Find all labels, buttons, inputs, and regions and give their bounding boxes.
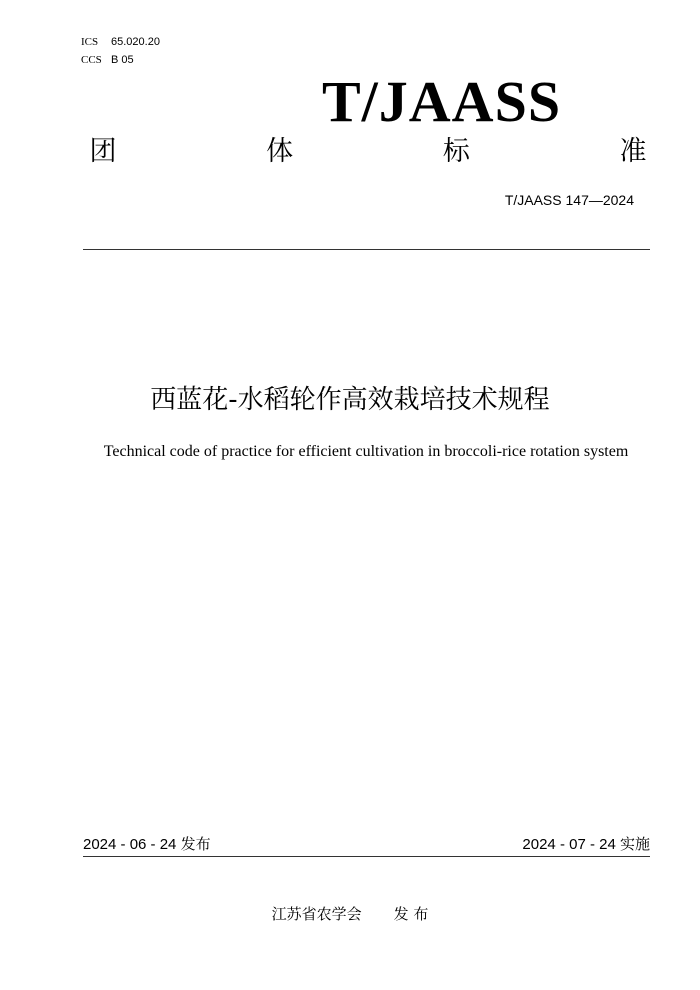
standard-type-heading: [88, 134, 648, 170]
standard-type-char: 准: [619, 136, 647, 167]
publish-date-label: 发布: [180, 835, 211, 853]
implement-date: [522, 835, 650, 854]
publish-date: [83, 835, 211, 854]
issue-action: 发 布: [393, 905, 429, 923]
ccs-label: CCS: [81, 54, 102, 66]
standard-type-char: 团: [89, 136, 117, 167]
ccs-value: B 05: [111, 54, 134, 66]
document-title-chinese: 西蓝花-水稻轮作高效栽培技术规程: [150, 385, 550, 415]
ccs-code: [81, 53, 134, 67]
standard-number: T/JAASS 147—2024: [504, 192, 634, 208]
ics-code: [81, 35, 160, 49]
standard-type-char: 体: [266, 136, 294, 167]
implement-date-value: 2024 - 07 - 24: [522, 836, 616, 853]
publish-date-value: 2024 - 06 - 24: [83, 836, 177, 853]
issuer-line: [0, 903, 700, 925]
top-divider: [83, 249, 650, 250]
ics-value: 65.020.20: [111, 36, 160, 48]
implement-date-label: 实施: [619, 835, 650, 853]
document-title-english: Technical code of practice for efficient cultivation in broccoli-rice rotation system: [103, 443, 629, 460]
standard-logo: T/JAASS: [322, 69, 562, 134]
issuing-organization: 江苏省农学会: [271, 905, 362, 923]
ics-label: ICS: [81, 36, 99, 48]
standard-type-char: 标: [442, 136, 470, 167]
bottom-divider: [83, 856, 650, 857]
